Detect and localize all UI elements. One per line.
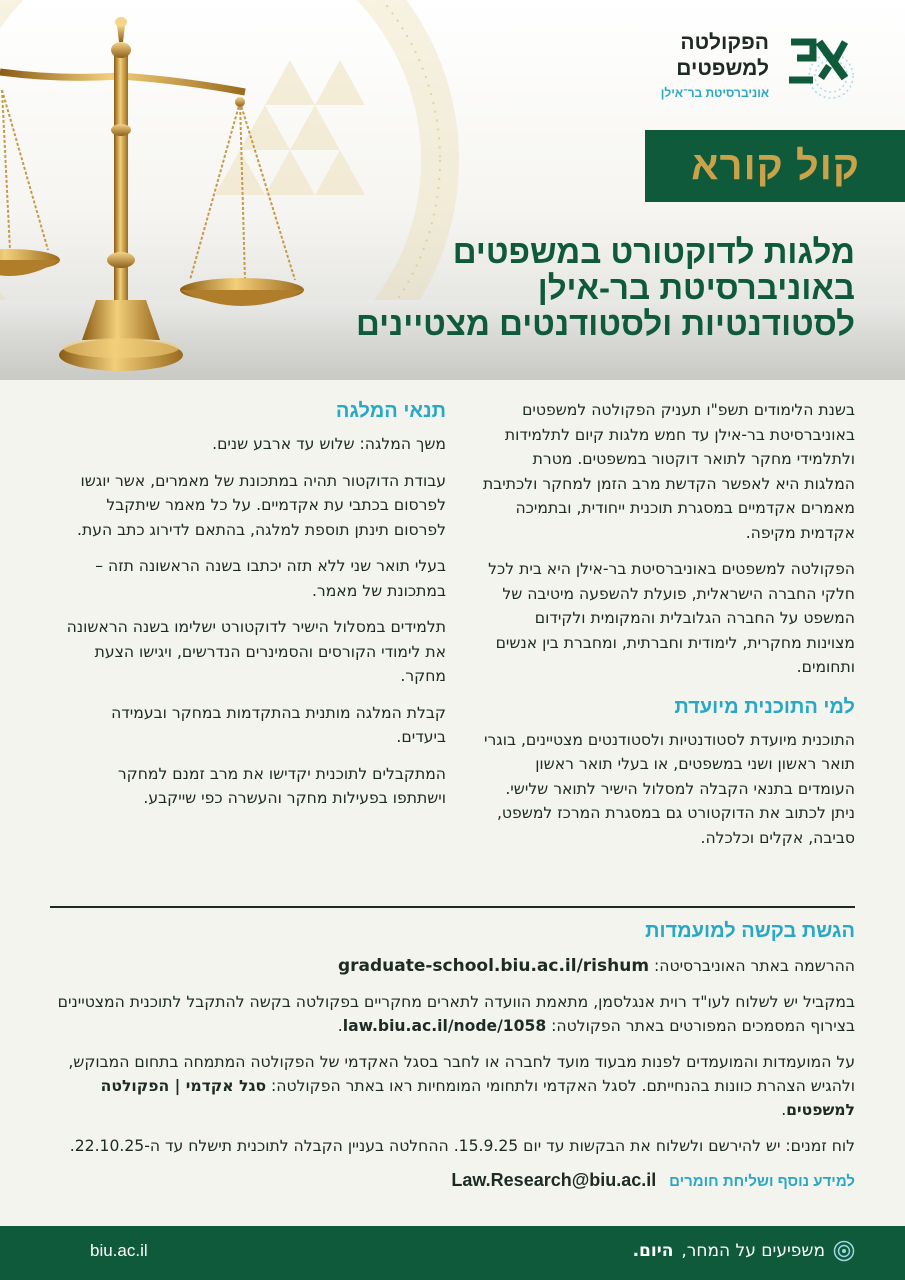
conditions-column — [62, 398, 446, 823]
registration-label: ההרשמה באתר האוניברסיטה: — [654, 957, 855, 975]
condition-item: בעלי תואר שני ללא תזה יכתבו בשנה הראשונה תזה – במתכונת של מאמר. — [95, 557, 446, 600]
headline-line-2: באוניברסיטת בר-אילן — [537, 269, 855, 306]
contact-line — [50, 1170, 855, 1191]
intro-paragraph-1: בשנת הלימודים תשפ"ו תעניק הפקולטה למשפטים באוניברסיטת בר-אילן עד חמש מלגות קיום לתלמידות ולתלמידי מחקר לתואר דוקטור במשפטים. מטרת המלגות היא לאפשר הקדשת מרב הזמן למחקר ולכתיבת מאמרים אקדמיים במסגרת תוכנית ייחודית, ובתמיכה אקדמית מקיפה. — [483, 401, 855, 542]
page-title — [295, 234, 855, 342]
faculty-node-link[interactable]: law.biu.ac.il/node/1058 — [342, 1017, 547, 1035]
headline-line-1: מלגות לדוקטורט במשפטים — [452, 233, 855, 270]
advisor-paragraph: על המועמדות והמועמדים לפנות מבעוד מועד לחברה או לחבר בסגל האקדמי של הפקולטה המתמחה בתחום המבוקש, ולהגיש הצהרת כוונות בהנחייתם. לסגל האקדמי ולתחומי המומחיות ראו באתר הפקולטה: סגל אקדמי | הפקולטה למשפטים. — [68, 1053, 855, 1119]
contact-label: למידע נוסף ושליחת חומרים — [669, 1173, 855, 1190]
scales-of-justice-icon — [0, 10, 340, 380]
conditions-heading: תנאי המלגה — [335, 400, 446, 422]
headline-line-3: לסטודנטיות ולסטודנטים מצטיינים — [355, 305, 855, 342]
condition-item: עבודת הדוקטור תהיה במתכונת של מאמרים, אשר יוגשו לפרסום בכתבי עת אקדמיים. על כל מאמר שיתקבל לפרסום תינתן תוספת למלגה, בהתאם לדירוג כתב העת. — [76, 471, 446, 539]
advisor-text: על המועמדות והמועמדים לפנות מבעוד מועד לחברה או לחבר בסגל האקדמי של הפקולטה המתמחה בתחום המבוקש, ולהגיש הצהרת כוונות בהנחייתם. לסגל האקדמי ולתחומי המומחיות ראו באתר הפקולטה: — [68, 1053, 855, 1095]
condition-item: משך המלגה: שלוש עד ארבע שנים. — [212, 435, 446, 453]
target-circle-icon — [833, 1240, 855, 1262]
footer-bar — [0, 1226, 905, 1280]
audience-paragraph: התוכנית מיועדת לסטודנטיות ולסטודנטים מצטיינים, בוגרי תואר ראשון ושני במשפטים, או בעלי תואר ראשון העומדים בתנאי הקבלה למסלול הישיר לתואר שלישי. ניתן לכתוב את הדוקטורט גם במסגרת המרכז למשפט, סביבה, אקלים וכלכלה. — [484, 730, 855, 847]
section-divider — [50, 906, 855, 908]
footer-slogan — [633, 1240, 855, 1262]
academic-staff-link[interactable]: סגל אקדמי | הפקולטה למשפטים — [100, 1077, 855, 1119]
registration-link[interactable]: graduate-school.biu.ac.il/rishum — [337, 956, 650, 976]
slogan-regular: משפיעים על המחר, — [681, 1241, 825, 1261]
logo-faculty-name — [676, 30, 769, 82]
hero-banner — [0, 0, 905, 380]
contact-email-link[interactable]: Law.Research@biu.ac.il — [451, 1170, 657, 1190]
condition-item: המתקבלים לתוכנית יקדישו את מרב זמנם למחקר וישתתפו בפעילות מחקר והעשרה כפי שייקבע. — [117, 764, 446, 807]
application-heading: הגשת בקשה למועמדות — [645, 920, 855, 942]
audience-heading: למי התוכנית מיועדת — [674, 695, 855, 718]
timeline-paragraph: לוח זמנים: יש להירשם ולשלוח את הבקשות עד יום 15.9.25. ההחלטה בעניין הקבלה לתוכנית תישלח עד ה-22.10.25. — [69, 1137, 855, 1155]
bar-ilan-logo-icon — [783, 28, 855, 100]
logo-faculty-line2: למשפטים — [676, 57, 769, 80]
submission-text: במקביל יש לשלוח לעו"ד רוית אנגלסמן, מתאמת הוועדה לתארים מחקריים בפקולטה בקשה להתקבל לתוכנית המצטיינים בצירוף המסמכים המפורטים באתר הפקולטה: — [57, 993, 855, 1035]
logo-university-name: אוניברסיטת בר־אילן — [660, 86, 769, 100]
call-box-text: קול קורא — [691, 143, 860, 188]
condition-item: תלמידים במסלול הישיר לדוקטורט ישלימו בשנה הראשונה את לימודי הקורסים והסמינרים הנדרשים, ויגישו הצעת מחקר. — [66, 618, 446, 685]
application-section — [50, 918, 855, 1191]
intro-paragraph-2: הפקולטה למשפטים באוניברסיטת בר-אילן היא בית לכל חלקי החברה הישראלית, פועלת להשפעה מיטיבה של המשפט על החברה הגלובלית והמקומית ולקידום מצוינות מחקרית, לימודית וחברתית, ומחברת בין אנשים ותחומים. — [488, 560, 855, 676]
footer-website-link[interactable]: biu.ac.il — [90, 1241, 148, 1260]
submission-paragraph: במקביל יש לשלוח לעו"ד רוית אנגלסמן, מתאמת הוועדה לתארים מחקריים בפקולטה בקשה להתקבל לתוכנית המצטיינים בצירוף המסמכים המפורטים באתר הפקולטה: law.biu.ac.il/node/1058. — [57, 993, 855, 1035]
slogan-bold: היום. — [632, 1241, 674, 1261]
registration-paragraph — [50, 954, 855, 978]
intro-column — [483, 398, 855, 862]
condition-item: קבלת המלגה מותנית בהתקדמות במחקר ובעמידה ביעדים. — [111, 703, 446, 746]
call-for-applications-banner — [645, 130, 905, 202]
logo-faculty-line1: הפקולטה — [680, 31, 769, 54]
faculty-logo — [625, 28, 855, 108]
